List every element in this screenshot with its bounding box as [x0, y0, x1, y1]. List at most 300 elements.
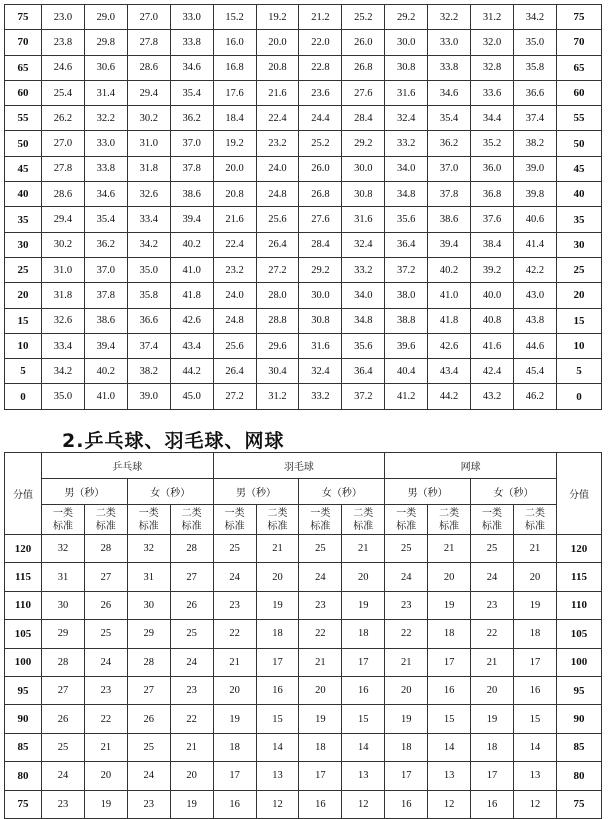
value-cell: 41.6 [471, 333, 514, 358]
value-cell: 24 [471, 563, 514, 591]
value-cell: 19 [256, 591, 299, 619]
table-row [5, 257, 602, 282]
value-cell: 23.8 [42, 30, 85, 55]
value-cell: 33.0 [170, 5, 213, 30]
value-cell: 26 [127, 705, 170, 733]
value-cell: 28.6 [42, 182, 85, 207]
value-cell: 43.8 [513, 308, 556, 333]
table-row [5, 563, 602, 591]
score-cell: 35 [5, 207, 42, 232]
value-cell: 19.2 [213, 131, 256, 156]
score-cell: 40 [557, 182, 602, 207]
value-cell: 16.8 [213, 55, 256, 80]
value-cell: 24 [170, 648, 213, 676]
value-cell: 29.8 [84, 30, 127, 55]
standard-header: 二类 标准 [84, 505, 127, 535]
value-cell: 39.4 [428, 232, 471, 257]
value-cell: 37.2 [385, 257, 428, 282]
value-cell: 20 [342, 563, 385, 591]
value-cell: 43.4 [428, 359, 471, 384]
value-cell: 33.6 [471, 80, 514, 105]
value-cell: 26 [42, 705, 85, 733]
value-cell: 28 [127, 648, 170, 676]
value-cell: 21 [385, 648, 428, 676]
value-cell: 42.6 [170, 308, 213, 333]
value-cell: 38.6 [84, 308, 127, 333]
value-cell: 40.4 [385, 359, 428, 384]
value-cell: 30.8 [299, 308, 342, 333]
value-cell: 23.2 [256, 131, 299, 156]
standard-header: 一类 标准 [299, 505, 342, 535]
value-cell: 23 [127, 790, 170, 818]
value-cell: 30.4 [256, 359, 299, 384]
value-cell: 21 [471, 648, 514, 676]
value-cell: 37.2 [342, 384, 385, 409]
value-cell: 21 [84, 733, 127, 761]
standard-header: 二类 标准 [428, 505, 471, 535]
score-cell: 50 [5, 131, 42, 156]
value-cell: 20.0 [256, 30, 299, 55]
value-cell: 17 [428, 648, 471, 676]
value-cell: 20.8 [256, 55, 299, 80]
score-cell: 100 [5, 648, 42, 676]
value-cell: 19 [299, 705, 342, 733]
value-cell: 31.0 [42, 257, 85, 282]
score-cell: 105 [5, 620, 42, 648]
value-cell: 21.6 [213, 207, 256, 232]
value-cell: 25 [170, 620, 213, 648]
value-cell: 25 [213, 535, 256, 563]
value-cell: 16 [213, 790, 256, 818]
value-cell: 25.6 [213, 333, 256, 358]
value-cell: 26.2 [42, 106, 85, 131]
value-cell: 22 [84, 705, 127, 733]
value-cell: 38.0 [385, 283, 428, 308]
value-cell: 44.2 [170, 359, 213, 384]
value-cell: 24 [213, 563, 256, 591]
score-cell: 55 [557, 106, 602, 131]
gender-header: 女（秒） [127, 479, 213, 505]
value-cell: 18 [299, 733, 342, 761]
value-cell: 19 [471, 705, 514, 733]
value-cell: 20 [256, 563, 299, 591]
value-cell: 38.6 [428, 207, 471, 232]
standard-header: 一类 标准 [471, 505, 514, 535]
sport-header: 乒乓球 [42, 453, 214, 479]
value-cell: 19 [213, 705, 256, 733]
value-cell: 34.6 [428, 80, 471, 105]
value-cell: 15.2 [213, 5, 256, 30]
score-cell: 70 [5, 30, 42, 55]
value-cell: 23 [42, 790, 85, 818]
value-cell: 30.8 [385, 55, 428, 80]
value-cell: 25.2 [342, 5, 385, 30]
value-cell: 29.6 [256, 333, 299, 358]
value-cell: 38.2 [513, 131, 556, 156]
value-cell: 41.8 [170, 283, 213, 308]
value-cell: 13 [342, 762, 385, 790]
score-cell: 20 [5, 283, 42, 308]
value-cell: 17 [385, 762, 428, 790]
value-cell: 33.8 [84, 156, 127, 181]
table-row [5, 762, 602, 790]
value-cell: 14 [428, 733, 471, 761]
value-cell: 27 [127, 676, 170, 704]
value-cell: 28.8 [256, 308, 299, 333]
gender-header: 男（秒） [42, 479, 128, 505]
value-cell: 36.2 [428, 131, 471, 156]
value-cell: 41.8 [428, 308, 471, 333]
standard-header: 一类 标准 [42, 505, 85, 535]
value-cell: 37.4 [513, 106, 556, 131]
table-row [5, 156, 602, 181]
value-cell: 34.6 [170, 55, 213, 80]
score-cell: 85 [557, 733, 602, 761]
value-cell: 35.8 [127, 283, 170, 308]
score-cell: 110 [5, 591, 42, 619]
score-cell: 95 [5, 676, 42, 704]
value-cell: 26.4 [213, 359, 256, 384]
value-cell: 25 [299, 535, 342, 563]
score-cell: 55 [5, 106, 42, 131]
value-cell: 30.2 [42, 232, 85, 257]
value-cell: 31 [127, 563, 170, 591]
standard-header: 二类 标准 [170, 505, 213, 535]
value-cell: 20 [471, 676, 514, 704]
value-cell: 34.0 [342, 283, 385, 308]
table-row [5, 676, 602, 704]
value-cell: 22 [170, 705, 213, 733]
value-cell: 27 [170, 563, 213, 591]
value-cell: 23 [213, 591, 256, 619]
value-cell: 20 [213, 676, 256, 704]
sport-header: 羽毛球 [213, 453, 385, 479]
value-cell: 30 [127, 591, 170, 619]
value-cell: 33.0 [84, 131, 127, 156]
value-cell: 24.4 [299, 106, 342, 131]
table-running-scores [4, 4, 602, 410]
score-cell: 25 [5, 257, 42, 282]
value-cell: 30 [42, 591, 85, 619]
value-cell: 31.6 [299, 333, 342, 358]
value-cell: 32.8 [471, 55, 514, 80]
table-row [5, 591, 602, 619]
value-cell: 29.2 [385, 5, 428, 30]
value-cell: 32.2 [84, 106, 127, 131]
value-cell: 45.4 [513, 359, 556, 384]
value-cell: 32.6 [42, 308, 85, 333]
value-cell: 25.4 [42, 80, 85, 105]
value-cell: 14 [256, 733, 299, 761]
value-cell: 16 [256, 676, 299, 704]
value-cell: 18 [385, 733, 428, 761]
standard-header: 一类 标准 [385, 505, 428, 535]
value-cell: 22 [213, 620, 256, 648]
table-row [5, 733, 602, 761]
table-row [5, 30, 602, 55]
value-cell: 31 [42, 563, 85, 591]
value-cell: 35.6 [342, 333, 385, 358]
value-cell: 32.4 [299, 359, 342, 384]
score-cell: 35 [557, 207, 602, 232]
value-cell: 39.0 [127, 384, 170, 409]
value-cell: 25 [385, 535, 428, 563]
value-cell: 39.4 [84, 333, 127, 358]
score-cell: 45 [557, 156, 602, 181]
score-cell: 60 [5, 80, 42, 105]
value-cell: 37.8 [170, 156, 213, 181]
table-row [5, 535, 602, 563]
value-cell: 31.8 [127, 156, 170, 181]
value-cell: 40.2 [170, 232, 213, 257]
value-cell: 40.8 [471, 308, 514, 333]
value-cell: 35.2 [471, 131, 514, 156]
value-cell: 34.2 [513, 5, 556, 30]
value-cell: 23 [385, 591, 428, 619]
value-cell: 14 [513, 733, 556, 761]
value-cell: 22.0 [299, 30, 342, 55]
value-cell: 18 [513, 620, 556, 648]
value-cell: 35.0 [513, 30, 556, 55]
score-cell: 10 [5, 333, 42, 358]
value-cell: 20 [385, 676, 428, 704]
value-cell: 24.8 [213, 308, 256, 333]
value-cell: 23 [299, 591, 342, 619]
value-cell: 30.0 [385, 30, 428, 55]
value-cell: 28.6 [127, 55, 170, 80]
score-cell: 90 [557, 705, 602, 733]
score-cell: 45 [5, 156, 42, 181]
value-cell: 13 [428, 762, 471, 790]
value-cell: 23 [170, 676, 213, 704]
value-cell: 27.2 [256, 257, 299, 282]
table-row [5, 648, 602, 676]
score-cell: 0 [5, 384, 42, 409]
value-cell: 28.4 [342, 106, 385, 131]
value-cell: 32.6 [127, 182, 170, 207]
value-cell: 41.4 [513, 232, 556, 257]
value-cell: 23.0 [42, 5, 85, 30]
value-cell: 15 [342, 705, 385, 733]
value-cell: 34.0 [385, 156, 428, 181]
value-cell: 16 [471, 790, 514, 818]
value-cell: 24 [385, 563, 428, 591]
value-cell: 42.4 [471, 359, 514, 384]
value-cell: 16 [299, 790, 342, 818]
value-cell: 32 [42, 535, 85, 563]
value-cell: 14 [342, 733, 385, 761]
value-cell: 20.8 [213, 182, 256, 207]
value-cell: 35.0 [127, 257, 170, 282]
table-row [5, 131, 602, 156]
score-cell: 0 [557, 384, 602, 409]
value-cell: 26.8 [342, 55, 385, 80]
value-cell: 35.4 [170, 80, 213, 105]
score-cell: 85 [5, 733, 42, 761]
value-cell: 33.2 [385, 131, 428, 156]
value-cell: 36.6 [513, 80, 556, 105]
table-row [5, 55, 602, 80]
value-cell: 20 [84, 762, 127, 790]
value-cell: 38.6 [170, 182, 213, 207]
value-cell: 17.6 [213, 80, 256, 105]
value-cell: 24.0 [256, 156, 299, 181]
gender-header: 男（秒） [385, 479, 471, 505]
value-cell: 22 [471, 620, 514, 648]
score-cell: 5 [5, 359, 42, 384]
value-cell: 36.2 [84, 232, 127, 257]
value-cell: 17 [213, 762, 256, 790]
value-cell: 19 [428, 591, 471, 619]
table-row [5, 232, 602, 257]
value-cell: 27.6 [299, 207, 342, 232]
score-cell: 75 [557, 790, 602, 818]
value-cell: 25.2 [299, 131, 342, 156]
value-cell: 34.4 [471, 106, 514, 131]
value-cell: 42.6 [428, 333, 471, 358]
table-row [5, 283, 602, 308]
value-cell: 20 [299, 676, 342, 704]
section-title: 2.乒乓球、羽毛球、网球 [62, 430, 285, 452]
value-cell: 31.8 [42, 283, 85, 308]
score-cell: 30 [5, 232, 42, 257]
score-cell: 60 [557, 80, 602, 105]
value-cell: 16 [342, 676, 385, 704]
value-cell: 31.0 [127, 131, 170, 156]
value-cell: 34.6 [84, 182, 127, 207]
value-cell: 43.0 [513, 283, 556, 308]
value-cell: 33.8 [428, 55, 471, 80]
score-cell: 115 [5, 563, 42, 591]
score-cell: 80 [557, 762, 602, 790]
value-cell: 30.6 [84, 55, 127, 80]
value-cell: 30.2 [127, 106, 170, 131]
value-cell: 27 [42, 676, 85, 704]
value-cell: 34.2 [127, 232, 170, 257]
value-cell: 40.2 [428, 257, 471, 282]
value-cell: 21.2 [299, 5, 342, 30]
value-cell: 31.6 [385, 80, 428, 105]
score-cell: 80 [5, 762, 42, 790]
table-row [5, 308, 602, 333]
value-cell: 22.4 [213, 232, 256, 257]
table-row [5, 207, 602, 232]
gender-header: 女（秒） [299, 479, 385, 505]
value-cell: 17 [342, 648, 385, 676]
value-cell: 39.6 [385, 333, 428, 358]
value-cell: 39.0 [513, 156, 556, 181]
value-cell: 30.0 [299, 283, 342, 308]
score-cell: 65 [557, 55, 602, 80]
value-cell: 21 [299, 648, 342, 676]
value-cell: 35.0 [42, 384, 85, 409]
value-cell: 37.8 [428, 182, 471, 207]
value-cell: 38.2 [127, 359, 170, 384]
value-cell: 16 [385, 790, 428, 818]
value-cell: 28.4 [299, 232, 342, 257]
value-cell: 41.2 [385, 384, 428, 409]
value-cell: 25 [471, 535, 514, 563]
value-cell: 15 [428, 705, 471, 733]
value-cell: 29.4 [127, 80, 170, 105]
value-cell: 41.0 [84, 384, 127, 409]
value-cell: 25 [127, 733, 170, 761]
value-cell: 22 [385, 620, 428, 648]
table-row [5, 106, 602, 131]
value-cell: 17 [471, 762, 514, 790]
score-cell: 115 [557, 563, 602, 591]
value-cell: 19 [170, 790, 213, 818]
value-cell: 33.8 [170, 30, 213, 55]
value-cell: 39.8 [513, 182, 556, 207]
value-cell: 15 [256, 705, 299, 733]
table-row [5, 790, 602, 818]
value-cell: 23 [84, 676, 127, 704]
value-cell: 39.2 [471, 257, 514, 282]
value-cell: 31.4 [84, 80, 127, 105]
value-cell: 26 [84, 591, 127, 619]
value-cell: 20.0 [213, 156, 256, 181]
value-cell: 32.2 [428, 5, 471, 30]
value-cell: 37.0 [84, 257, 127, 282]
value-cell: 36.2 [170, 106, 213, 131]
value-cell: 17 [513, 648, 556, 676]
table-row [5, 384, 602, 409]
table-ball-sports-scores [4, 452, 602, 819]
value-cell: 24.0 [213, 283, 256, 308]
standard-header: 二类 标准 [513, 505, 556, 535]
standard-header: 二类 标准 [342, 505, 385, 535]
value-cell: 43.4 [170, 333, 213, 358]
value-cell: 36.0 [471, 156, 514, 181]
value-cell: 28 [42, 648, 85, 676]
standard-header: 一类 标准 [213, 505, 256, 535]
table-row [5, 705, 602, 733]
value-cell: 18 [342, 620, 385, 648]
score-cell: 25 [557, 257, 602, 282]
value-cell: 29.2 [299, 257, 342, 282]
value-cell: 16.0 [213, 30, 256, 55]
value-cell: 39.4 [170, 207, 213, 232]
value-cell: 28 [170, 535, 213, 563]
value-cell: 19 [385, 705, 428, 733]
value-cell: 32.4 [385, 106, 428, 131]
standard-header: 一类 标准 [127, 505, 170, 535]
value-cell: 27.8 [127, 30, 170, 55]
value-cell: 21 [513, 535, 556, 563]
score-cell: 110 [557, 591, 602, 619]
value-cell: 20 [513, 563, 556, 591]
value-cell: 26.0 [342, 30, 385, 55]
value-cell: 27 [84, 563, 127, 591]
score-cell: 105 [557, 620, 602, 648]
gender-header: 男（秒） [213, 479, 299, 505]
value-cell: 30.8 [342, 182, 385, 207]
value-cell: 27.6 [342, 80, 385, 105]
value-cell: 35.4 [428, 106, 471, 131]
value-cell: 33.2 [299, 384, 342, 409]
score-header-left: 分值 [5, 453, 42, 535]
score-cell: 120 [557, 535, 602, 563]
value-cell: 27.0 [42, 131, 85, 156]
value-cell: 41.0 [428, 283, 471, 308]
value-cell: 31.2 [256, 384, 299, 409]
value-cell: 26 [170, 591, 213, 619]
value-cell: 29 [127, 620, 170, 648]
score-cell: 5 [557, 359, 602, 384]
value-cell: 21 [170, 733, 213, 761]
value-cell: 22.4 [256, 106, 299, 131]
